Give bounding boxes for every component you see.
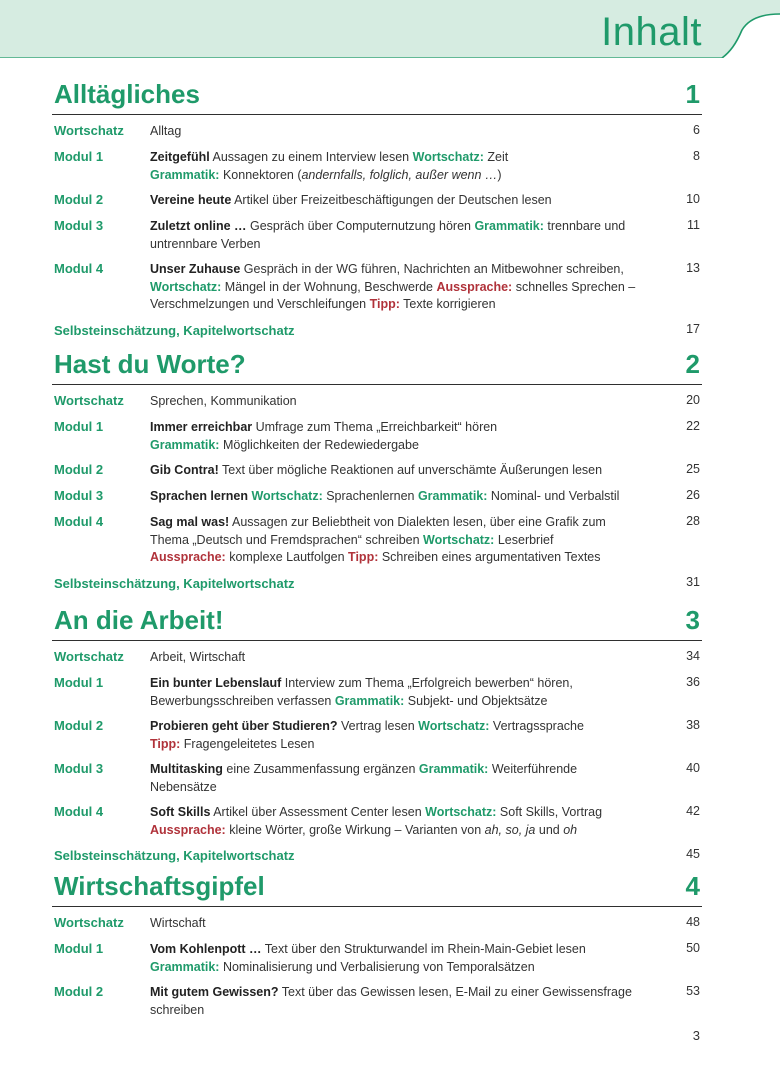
- wortschatz-text: Wirtschaft: [150, 916, 206, 930]
- module-label: Modul 1: [54, 419, 104, 434]
- chapter-header: [52, 348, 702, 385]
- module-topic: Probieren geht über Studieren?: [150, 719, 338, 733]
- keyword-grammatik: Grammatik:: [150, 167, 220, 182]
- module-text: Zeit: [483, 150, 509, 164]
- module-text: und: [535, 822, 564, 837]
- page-ref: 22: [686, 419, 700, 433]
- keyword-wortschatz: Wortschatz:: [251, 489, 323, 503]
- chapter-4: [52, 870, 702, 1019]
- wortschatz-label: Wortschatz: [54, 915, 124, 930]
- module-row[interactable]: [52, 984, 702, 1019]
- keyword-grammatik: Grammatik:: [417, 489, 488, 503]
- keyword-wortschatz: Wortschatz:: [425, 805, 497, 819]
- module-text: Aussagen zu einem Interview lesen: [209, 150, 413, 164]
- keyword-wortschatz: Wortschatz:: [412, 150, 484, 164]
- page-ref: 53: [686, 984, 700, 998]
- module-text: Schreiben eines argumentativen Textes: [378, 550, 601, 564]
- chapter-header: [52, 604, 702, 641]
- page-ref: 34: [686, 649, 700, 663]
- page-ref: 11: [687, 218, 700, 232]
- page-ref: 8: [693, 149, 700, 163]
- module-text: komplexe Lautfolgen: [225, 550, 349, 564]
- module-text: Bewerbungsschreiben verfassen: [150, 693, 335, 708]
- module-row[interactable]: [52, 514, 702, 567]
- chapter-number: 2: [685, 349, 700, 379]
- chapter-3: [52, 604, 702, 865]
- module-text: Mängel in der Wohnung, Beschwerde: [221, 279, 437, 294]
- module-text: Sprachenlernen: [322, 489, 418, 503]
- page-ref: 6: [693, 123, 700, 137]
- module-text: schreiben: [150, 1002, 205, 1017]
- module-text: Subjekt- und Objektsätze: [404, 693, 548, 708]
- module-label: Modul 2: [54, 462, 104, 477]
- module-text-italic: oh: [563, 822, 578, 837]
- chapter-title[interactable]: An die Arbeit!: [54, 605, 224, 635]
- module-text: Nominalisierung und Verbalisierung von Temporalsätzen: [219, 959, 535, 974]
- module-topic: Zuletzt online …: [150, 219, 247, 233]
- selbst-label: Selbsteinschätzung, Kapitelwortschatz: [54, 322, 295, 338]
- page-ref: 26: [686, 488, 700, 502]
- module-text: Gespräch in der WG führen, Nachrichten an Mitbewohner schreiben,: [240, 262, 624, 276]
- module-text: kleine Wörter, große Wirkung – Varianten von: [225, 822, 485, 837]
- wortschatz-label: Wortschatz: [54, 393, 124, 408]
- chapter-2: [52, 348, 702, 593]
- keyword-grammatik: Grammatik:: [150, 959, 220, 974]
- module-text: Nominal- und Verbalstil: [487, 489, 620, 503]
- page-ref: 50: [686, 941, 700, 955]
- selbst-row[interactable]: [52, 322, 702, 340]
- module-text: Vertrag lesen: [337, 719, 419, 733]
- module-text: Umfrage zum Thema „Erreichbarkeit“ hören: [252, 420, 498, 434]
- keyword-tipp: Tipp:: [369, 297, 400, 311]
- selbst-label: Selbsteinschätzung, Kapitelwortschatz: [54, 848, 295, 863]
- module-topic: Gib Contra!: [150, 463, 219, 477]
- chapter-title[interactable]: Wirtschaftsgipfel: [54, 871, 265, 901]
- module-label: Modul 1: [54, 149, 104, 164]
- page-ref: 10: [686, 192, 700, 206]
- wortschatz-row[interactable]: [52, 123, 702, 141]
- keyword-aussprache: Aussprache:: [436, 279, 513, 294]
- module-label: Modul 2: [54, 192, 104, 207]
- page-ref: 40: [686, 761, 700, 775]
- page-ref: 38: [686, 718, 700, 732]
- keyword-grammatik: Grammatik:: [474, 219, 544, 233]
- module-label: Modul 3: [54, 488, 104, 503]
- module-text: Text über mögliche Reaktionen auf unverschämte Äußerungen lesen: [218, 463, 603, 477]
- module-label: Modul 3: [54, 761, 104, 776]
- module-label: Modul 1: [54, 675, 104, 690]
- module-text: Nebensätze: [150, 779, 217, 794]
- module-label: Modul 4: [54, 514, 104, 529]
- wortschatz-text: Sprechen, Kommunikation: [150, 394, 297, 408]
- page-ref: 25: [686, 462, 700, 476]
- module-text: Aussagen zur Beliebtheit von Dialekten lesen, über eine Grafik zum: [229, 515, 606, 529]
- module-text: schnelles Sprechen –: [512, 279, 636, 294]
- page-title: Inhalt: [601, 10, 702, 54]
- module-text: Gespräch über Computernutzung hören: [246, 219, 475, 233]
- module-topic: Zeitgefühl: [150, 150, 210, 164]
- wortschatz-label: Wortschatz: [54, 649, 124, 664]
- module-text: Möglichkeiten der Redewiedergabe: [219, 437, 419, 452]
- page-ref: 42: [686, 804, 700, 818]
- chapter-number: 3: [685, 605, 700, 635]
- module-label: Modul 1: [54, 941, 104, 956]
- keyword-tipp: Tipp:: [150, 736, 181, 751]
- module-row[interactable]: [52, 488, 702, 506]
- module-text: trennbare und: [543, 219, 626, 233]
- chapter-header: [52, 870, 702, 907]
- selbst-row[interactable]: [52, 847, 702, 865]
- wortschatz-label: Wortschatz: [54, 123, 124, 138]
- module-row[interactable]: [52, 718, 702, 753]
- module-text: Artikel über Assessment Center lesen: [210, 805, 426, 819]
- module-row[interactable]: [52, 419, 702, 454]
- page-ref: 13: [686, 261, 700, 275]
- keyword-aussprache: Aussprache:: [150, 822, 226, 837]
- wortschatz-row[interactable]: [52, 649, 702, 667]
- module-text: Text über das Gewissen lesen, E-Mail zu einer Gewissensfrage: [278, 985, 632, 999]
- selbst-row[interactable]: [52, 575, 702, 593]
- module-text: untrennbare Verben: [150, 236, 261, 251]
- chapter-1: [52, 78, 702, 340]
- module-row[interactable]: [52, 192, 702, 210]
- module-text: Konnektoren (: [219, 167, 302, 182]
- module-text: Leserbrief: [494, 532, 554, 547]
- module-topic: Ein bunter Lebenslauf: [150, 676, 282, 690]
- module-text: eine Zusammenfassung ergänzen: [222, 762, 419, 776]
- module-label: Modul 2: [54, 718, 104, 733]
- module-text: Vertragssprache: [489, 719, 584, 733]
- module-text: Text über den Strukturwandel im Rhein-Main-Gebiet lesen: [261, 942, 586, 956]
- page-ref: 17: [686, 321, 700, 336]
- wortschatz-row[interactable]: [52, 393, 702, 411]
- module-topic: Soft Skills: [150, 805, 211, 819]
- page-ref: 28: [686, 514, 700, 528]
- module-topic: Vom Kohlenpott …: [150, 942, 262, 956]
- page-ref: 48: [686, 915, 700, 929]
- module-text-italic: ah, so, ja: [484, 822, 536, 837]
- chapter-number: 1: [685, 79, 700, 109]
- wortschatz-text: Arbeit, Wirtschaft: [150, 650, 246, 664]
- wortschatz-row[interactable]: [52, 915, 702, 933]
- module-label: Modul 4: [54, 804, 104, 819]
- page-number: 3: [692, 1028, 700, 1043]
- module-text: Fragengeleitetes Lesen: [180, 736, 315, 751]
- chapter-number: 4: [685, 871, 700, 901]
- module-text: Artikel über Freizeitbeschäftigungen der Deutschen lesen: [231, 193, 552, 207]
- module-text: Soft Skills, Vortrag: [496, 805, 603, 819]
- module-row[interactable]: [52, 462, 702, 480]
- keyword-tipp: Tipp:: [348, 550, 379, 564]
- module-text: Texte korrigieren: [399, 297, 496, 311]
- module-topic: Multitasking: [150, 762, 223, 776]
- module-row[interactable]: [52, 149, 702, 184]
- wortschatz-text: Alltag: [150, 124, 182, 138]
- module-row[interactable]: [52, 261, 702, 314]
- module-topic: Unser Zuhause: [150, 262, 241, 276]
- module-text: Verschmelzungen und Verschleifungen: [150, 297, 370, 311]
- keyword-wortschatz: Wortschatz:: [150, 279, 222, 294]
- module-topic: Sprachen lernen: [150, 489, 248, 503]
- module-topic: Vereine heute: [150, 193, 232, 207]
- module-topic: Mit gutem Gewissen?: [150, 985, 279, 999]
- module-topic: Immer erreichbar: [150, 420, 253, 434]
- module-row[interactable]: [52, 941, 702, 976]
- chapter-title[interactable]: Hast du Worte?: [54, 349, 246, 379]
- module-text: ): [497, 167, 502, 182]
- module-row[interactable]: [52, 218, 702, 253]
- keyword-aussprache: Aussprache:: [150, 550, 226, 564]
- module-label: Modul 3: [54, 218, 104, 233]
- keyword-grammatik: Grammatik:: [418, 762, 489, 776]
- module-text: Weiterführende: [488, 762, 578, 776]
- module-text: Interview zum Thema „Erfolgreich bewerben“ hören,: [281, 676, 573, 690]
- selbst-label: Selbsteinschätzung, Kapitelwortschatz: [54, 575, 295, 591]
- keyword-wortschatz: Wortschatz:: [418, 719, 490, 733]
- keyword-wortschatz: Wortschatz:: [423, 532, 495, 547]
- module-text: Thema „Deutsch und Fremdsprachen“ schreiben: [150, 532, 424, 547]
- chapter-title[interactable]: Alltägliches: [54, 79, 200, 109]
- page-ref: 36: [686, 675, 700, 689]
- module-text-italic: andernfalls, folglich, außer wenn …: [301, 167, 498, 182]
- chapter-header: [52, 78, 702, 115]
- module-row[interactable]: [52, 675, 702, 710]
- module-label: Modul 4: [54, 261, 104, 276]
- module-topic: Sag mal was!: [150, 515, 230, 529]
- module-row[interactable]: [52, 761, 702, 796]
- module-label: Modul 2: [54, 984, 104, 999]
- page-ref: 31: [686, 574, 700, 589]
- keyword-grammatik: Grammatik:: [150, 437, 220, 452]
- keyword-grammatik: Grammatik:: [334, 693, 405, 708]
- page-ref: 20: [686, 393, 700, 407]
- page-ref: 45: [686, 847, 700, 861]
- module-row[interactable]: [52, 804, 702, 839]
